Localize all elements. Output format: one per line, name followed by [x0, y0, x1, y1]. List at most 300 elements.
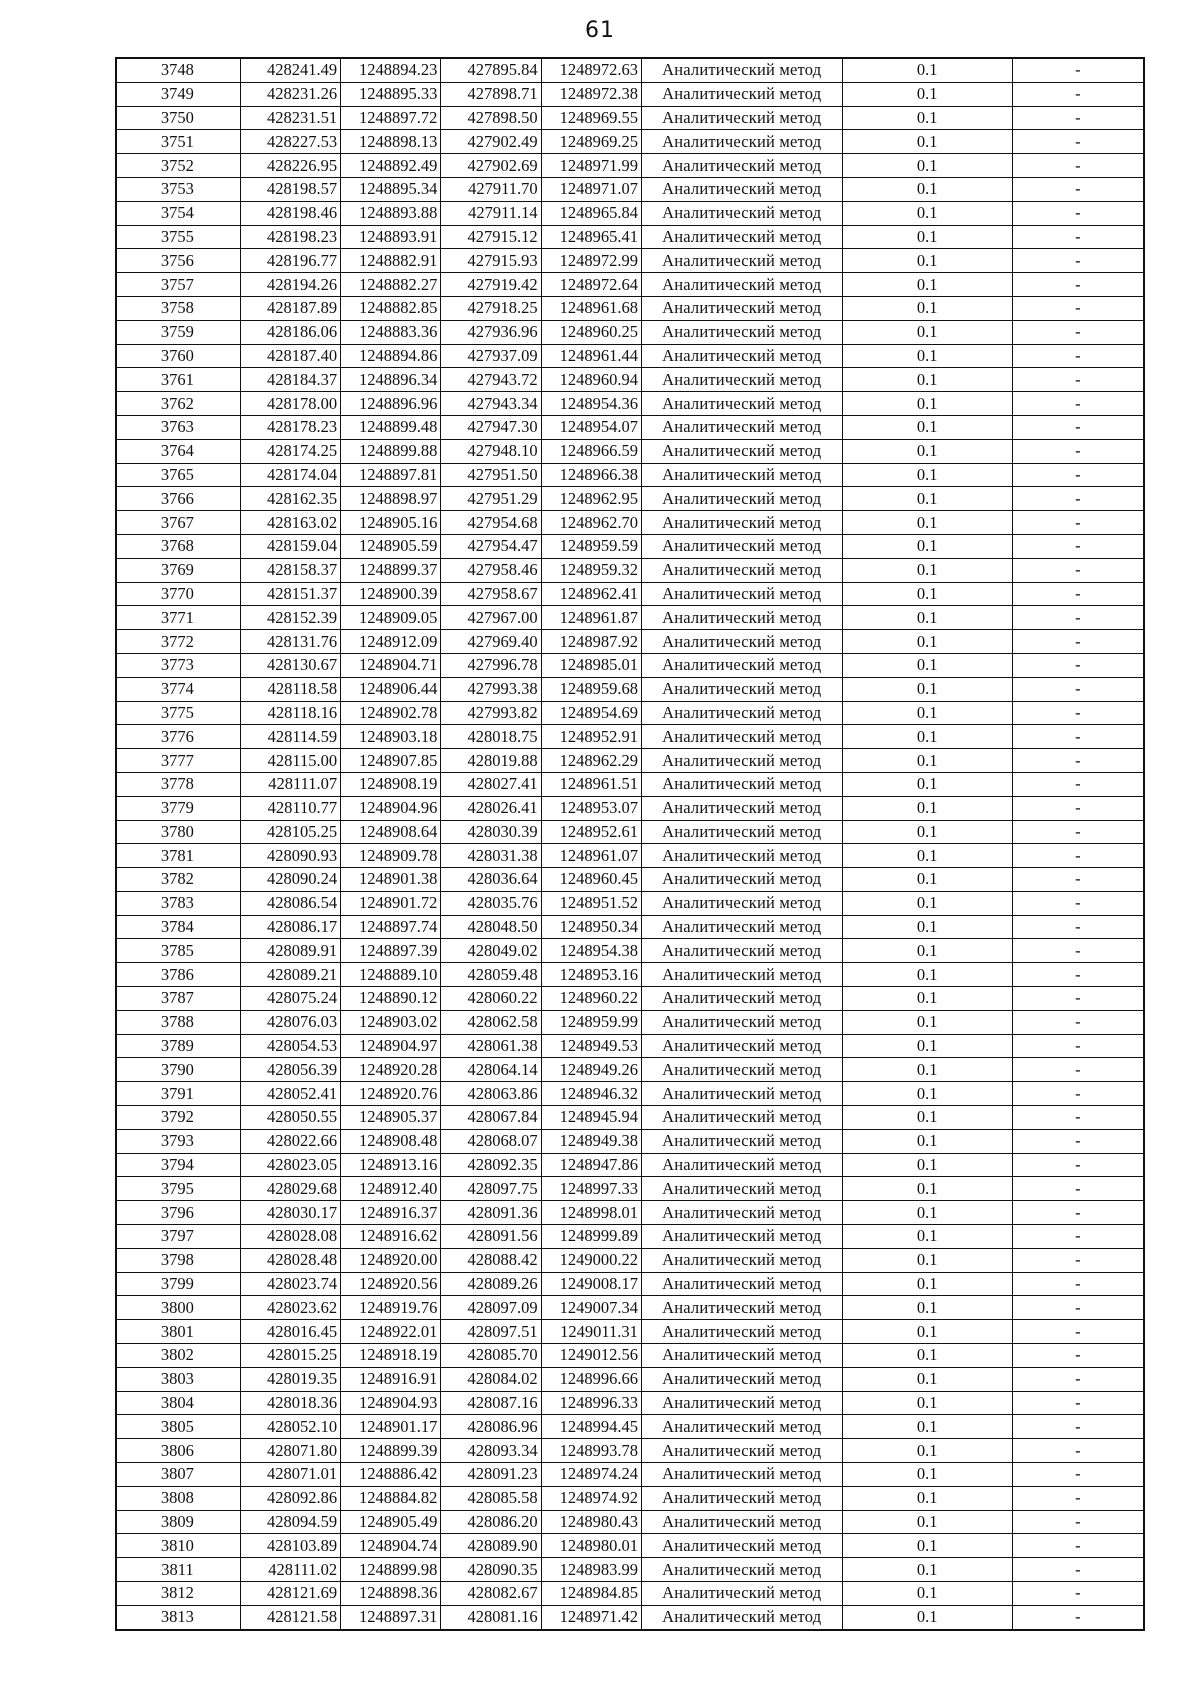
- x-coordinate-cell: 428018.36: [240, 1391, 340, 1415]
- x-coordinate-cell: 428121.58: [240, 1605, 340, 1629]
- y2-coordinate-cell: 1248971.07: [541, 177, 641, 201]
- accuracy-cell: 0.1: [842, 1177, 1012, 1201]
- y-coordinate-cell: 1248897.74: [341, 915, 441, 939]
- x2-coordinate-cell: 427943.34: [441, 392, 541, 416]
- y-coordinate-cell: 1248913.16: [341, 1153, 441, 1177]
- accuracy-cell: 0.1: [842, 1415, 1012, 1439]
- y-coordinate-cell: 1248906.44: [341, 677, 441, 701]
- x2-coordinate-cell: 428084.02: [441, 1367, 541, 1391]
- y-coordinate-cell: 1248904.74: [341, 1534, 441, 1558]
- note-cell: -: [1012, 225, 1144, 249]
- table-row: [116, 1486, 1144, 1510]
- point-number-cell: 3797: [116, 1225, 240, 1249]
- table-row: [116, 225, 1144, 249]
- y2-coordinate-cell: 1248984.85: [541, 1582, 641, 1606]
- point-number-cell: 3784: [116, 915, 240, 939]
- y-coordinate-cell: 1248920.56: [341, 1272, 441, 1296]
- y-coordinate-cell: 1248905.16: [341, 511, 441, 535]
- x2-coordinate-cell: 428086.20: [441, 1510, 541, 1534]
- y2-coordinate-cell: 1248959.59: [541, 534, 641, 558]
- table-row: [116, 1082, 1144, 1106]
- coordinates-table: [115, 57, 1145, 1631]
- y-coordinate-cell: 1248904.97: [341, 1034, 441, 1058]
- accuracy-cell: 0.1: [842, 225, 1012, 249]
- method-cell: Аналитический метод: [641, 1058, 842, 1082]
- x2-coordinate-cell: 428061.38: [441, 1034, 541, 1058]
- note-cell: -: [1012, 368, 1144, 392]
- table-row: [116, 1510, 1144, 1534]
- point-number-cell: 3811: [116, 1558, 240, 1582]
- x2-coordinate-cell: 427915.12: [441, 225, 541, 249]
- y2-coordinate-cell: 1248969.55: [541, 106, 641, 130]
- table-row: [116, 154, 1144, 178]
- x-coordinate-cell: 428090.24: [240, 868, 340, 892]
- y2-coordinate-cell: 1248962.95: [541, 487, 641, 511]
- y2-coordinate-cell: 1248969.25: [541, 130, 641, 154]
- note-cell: -: [1012, 1415, 1144, 1439]
- table-row: [116, 511, 1144, 535]
- x2-coordinate-cell: 428097.51: [441, 1320, 541, 1344]
- method-cell: Аналитический метод: [641, 772, 842, 796]
- note-cell: -: [1012, 487, 1144, 511]
- x2-coordinate-cell: 428081.16: [441, 1605, 541, 1629]
- table-row: [116, 463, 1144, 487]
- table-row: [116, 606, 1144, 630]
- point-number-cell: 3760: [116, 344, 240, 368]
- y-coordinate-cell: 1248916.91: [341, 1367, 441, 1391]
- note-cell: -: [1012, 963, 1144, 987]
- y2-coordinate-cell: 1248960.25: [541, 320, 641, 344]
- x-coordinate-cell: 428086.17: [240, 915, 340, 939]
- table-row: [116, 1201, 1144, 1225]
- x-coordinate-cell: 428052.41: [240, 1082, 340, 1106]
- accuracy-cell: 0.1: [842, 749, 1012, 773]
- point-number-cell: 3777: [116, 749, 240, 773]
- accuracy-cell: 0.1: [842, 201, 1012, 225]
- method-cell: Аналитический метод: [641, 487, 842, 511]
- point-number-cell: 3790: [116, 1058, 240, 1082]
- y-coordinate-cell: 1248884.82: [341, 1486, 441, 1510]
- y-coordinate-cell: 1248899.39: [341, 1439, 441, 1463]
- x-coordinate-cell: 428023.62: [240, 1296, 340, 1320]
- x-coordinate-cell: 428092.86: [240, 1486, 340, 1510]
- y2-coordinate-cell: 1249012.56: [541, 1344, 641, 1368]
- note-cell: -: [1012, 725, 1144, 749]
- y2-coordinate-cell: 1248961.68: [541, 296, 641, 320]
- point-number-cell: 3792: [116, 1106, 240, 1130]
- y-coordinate-cell: 1248893.88: [341, 201, 441, 225]
- x-coordinate-cell: 428186.06: [240, 320, 340, 344]
- x-coordinate-cell: 428187.40: [240, 344, 340, 368]
- accuracy-cell: 0.1: [842, 1558, 1012, 1582]
- note-cell: -: [1012, 1058, 1144, 1082]
- x-coordinate-cell: 428052.10: [240, 1415, 340, 1439]
- method-cell: Аналитический метод: [641, 844, 842, 868]
- accuracy-cell: 0.1: [842, 273, 1012, 297]
- x2-coordinate-cell: 427951.50: [441, 463, 541, 487]
- y-coordinate-cell: 1248894.23: [341, 58, 441, 82]
- x2-coordinate-cell: 428086.96: [441, 1415, 541, 1439]
- accuracy-cell: 0.1: [842, 1486, 1012, 1510]
- note-cell: -: [1012, 1486, 1144, 1510]
- y-coordinate-cell: 1248903.18: [341, 725, 441, 749]
- y-coordinate-cell: 1248922.01: [341, 1320, 441, 1344]
- x2-coordinate-cell: 428097.75: [441, 1177, 541, 1201]
- y-coordinate-cell: 1248882.27: [341, 273, 441, 297]
- x2-coordinate-cell: 427951.29: [441, 487, 541, 511]
- point-number-cell: 3780: [116, 820, 240, 844]
- point-number-cell: 3791: [116, 1082, 240, 1106]
- x-coordinate-cell: 428198.46: [240, 201, 340, 225]
- x-coordinate-cell: 428023.74: [240, 1272, 340, 1296]
- accuracy-cell: 0.1: [842, 915, 1012, 939]
- x-coordinate-cell: 428178.23: [240, 415, 340, 439]
- y-coordinate-cell: 1248916.62: [341, 1225, 441, 1249]
- note-cell: -: [1012, 1272, 1144, 1296]
- point-number-cell: 3764: [116, 439, 240, 463]
- x-coordinate-cell: 428028.08: [240, 1225, 340, 1249]
- y2-coordinate-cell: 1248993.78: [541, 1439, 641, 1463]
- x2-coordinate-cell: 428092.35: [441, 1153, 541, 1177]
- accuracy-cell: 0.1: [842, 606, 1012, 630]
- method-cell: Аналитический метод: [641, 1391, 842, 1415]
- y-coordinate-cell: 1248886.42: [341, 1463, 441, 1487]
- accuracy-cell: 0.1: [842, 653, 1012, 677]
- accuracy-cell: 0.1: [842, 725, 1012, 749]
- method-cell: Аналитический метод: [641, 891, 842, 915]
- table-row: [116, 1248, 1144, 1272]
- y-coordinate-cell: 1248908.19: [341, 772, 441, 796]
- x-coordinate-cell: 428174.04: [240, 463, 340, 487]
- method-cell: Аналитический метод: [641, 1225, 842, 1249]
- method-cell: Аналитический метод: [641, 653, 842, 677]
- y-coordinate-cell: 1248920.76: [341, 1082, 441, 1106]
- x-coordinate-cell: 428151.37: [240, 582, 340, 606]
- note-cell: -: [1012, 1296, 1144, 1320]
- x2-coordinate-cell: 427915.93: [441, 249, 541, 273]
- point-number-cell: 3762: [116, 392, 240, 416]
- x-coordinate-cell: 428178.00: [240, 392, 340, 416]
- x2-coordinate-cell: 427967.00: [441, 606, 541, 630]
- point-number-cell: 3810: [116, 1534, 240, 1558]
- table-row: [116, 939, 1144, 963]
- table-body: [116, 58, 1144, 1630]
- y2-coordinate-cell: 1248962.29: [541, 749, 641, 773]
- x2-coordinate-cell: 428088.42: [441, 1248, 541, 1272]
- y2-coordinate-cell: 1248985.01: [541, 653, 641, 677]
- x2-coordinate-cell: 427919.42: [441, 273, 541, 297]
- accuracy-cell: 0.1: [842, 796, 1012, 820]
- point-number-cell: 3770: [116, 582, 240, 606]
- table-row: [116, 1367, 1144, 1391]
- point-number-cell: 3787: [116, 987, 240, 1011]
- x-coordinate-cell: 428090.93: [240, 844, 340, 868]
- x-coordinate-cell: 428016.45: [240, 1320, 340, 1344]
- y2-coordinate-cell: 1248954.69: [541, 701, 641, 725]
- table-row: [116, 273, 1144, 297]
- accuracy-cell: 0.1: [842, 820, 1012, 844]
- table-row: [116, 439, 1144, 463]
- point-number-cell: 3802: [116, 1344, 240, 1368]
- note-cell: -: [1012, 1034, 1144, 1058]
- y-coordinate-cell: 1248890.12: [341, 987, 441, 1011]
- table-row: [116, 749, 1144, 773]
- note-cell: -: [1012, 1320, 1144, 1344]
- y-coordinate-cell: 1248896.34: [341, 368, 441, 392]
- y2-coordinate-cell: 1248954.07: [541, 415, 641, 439]
- y2-coordinate-cell: 1248949.38: [541, 1129, 641, 1153]
- accuracy-cell: 0.1: [842, 1034, 1012, 1058]
- y-coordinate-cell: 1248908.48: [341, 1129, 441, 1153]
- note-cell: -: [1012, 653, 1144, 677]
- y2-coordinate-cell: 1248971.99: [541, 154, 641, 178]
- x2-coordinate-cell: 428060.22: [441, 987, 541, 1011]
- accuracy-cell: 0.1: [842, 844, 1012, 868]
- accuracy-cell: 0.1: [842, 296, 1012, 320]
- accuracy-cell: 0.1: [842, 1367, 1012, 1391]
- note-cell: -: [1012, 1391, 1144, 1415]
- accuracy-cell: 0.1: [842, 772, 1012, 796]
- y-coordinate-cell: 1248899.37: [341, 558, 441, 582]
- x2-coordinate-cell: 428082.67: [441, 1582, 541, 1606]
- table-row: [116, 725, 1144, 749]
- note-cell: -: [1012, 749, 1144, 773]
- method-cell: Аналитический метод: [641, 1344, 842, 1368]
- y2-coordinate-cell: 1248952.91: [541, 725, 641, 749]
- point-number-cell: 3812: [116, 1582, 240, 1606]
- y2-coordinate-cell: 1248947.86: [541, 1153, 641, 1177]
- table-row: [116, 1034, 1144, 1058]
- method-cell: Аналитический метод: [641, 1296, 842, 1320]
- method-cell: Аналитический метод: [641, 463, 842, 487]
- x2-coordinate-cell: 427958.67: [441, 582, 541, 606]
- accuracy-cell: 0.1: [842, 1058, 1012, 1082]
- x-coordinate-cell: 428194.26: [240, 273, 340, 297]
- method-cell: Аналитический метод: [641, 415, 842, 439]
- x2-coordinate-cell: 427936.96: [441, 320, 541, 344]
- point-number-cell: 3783: [116, 891, 240, 915]
- y2-coordinate-cell: 1248945.94: [541, 1106, 641, 1130]
- accuracy-cell: 0.1: [842, 392, 1012, 416]
- table-row: [116, 1582, 1144, 1606]
- note-cell: -: [1012, 796, 1144, 820]
- x2-coordinate-cell: 427993.82: [441, 701, 541, 725]
- y2-coordinate-cell: 1248962.41: [541, 582, 641, 606]
- accuracy-cell: 0.1: [842, 1296, 1012, 1320]
- table-row: [116, 1320, 1144, 1344]
- y2-coordinate-cell: 1248998.01: [541, 1201, 641, 1225]
- table-row: [116, 820, 1144, 844]
- method-cell: Аналитический метод: [641, 1486, 842, 1510]
- y-coordinate-cell: 1248904.93: [341, 1391, 441, 1415]
- x-coordinate-cell: 428111.02: [240, 1558, 340, 1582]
- x-coordinate-cell: 428198.57: [240, 177, 340, 201]
- y2-coordinate-cell: 1248951.52: [541, 891, 641, 915]
- method-cell: Аналитический метод: [641, 534, 842, 558]
- point-number-cell: 3800: [116, 1296, 240, 1320]
- accuracy-cell: 0.1: [842, 1248, 1012, 1272]
- point-number-cell: 3807: [116, 1463, 240, 1487]
- table-row: [116, 1415, 1144, 1439]
- y-coordinate-cell: 1248909.05: [341, 606, 441, 630]
- accuracy-cell: 0.1: [842, 82, 1012, 106]
- accuracy-cell: 0.1: [842, 1391, 1012, 1415]
- y-coordinate-cell: 1248901.72: [341, 891, 441, 915]
- y2-coordinate-cell: 1248959.32: [541, 558, 641, 582]
- method-cell: Аналитический метод: [641, 1582, 842, 1606]
- method-cell: Аналитический метод: [641, 1153, 842, 1177]
- accuracy-cell: 0.1: [842, 106, 1012, 130]
- accuracy-cell: 0.1: [842, 154, 1012, 178]
- accuracy-cell: 0.1: [842, 439, 1012, 463]
- table-row: [116, 106, 1144, 130]
- note-cell: -: [1012, 392, 1144, 416]
- accuracy-cell: 0.1: [842, 1153, 1012, 1177]
- y2-coordinate-cell: 1248972.63: [541, 58, 641, 82]
- y-coordinate-cell: 1248920.28: [341, 1058, 441, 1082]
- method-cell: Аналитический метод: [641, 154, 842, 178]
- x-coordinate-cell: 428089.91: [240, 939, 340, 963]
- x-coordinate-cell: 428231.51: [240, 106, 340, 130]
- note-cell: -: [1012, 1510, 1144, 1534]
- note-cell: -: [1012, 1605, 1144, 1629]
- y2-coordinate-cell: 1248960.22: [541, 987, 641, 1011]
- method-cell: Аналитический метод: [641, 58, 842, 82]
- table-row: [116, 772, 1144, 796]
- method-cell: Аналитический метод: [641, 1010, 842, 1034]
- method-cell: Аналитический метод: [641, 1248, 842, 1272]
- note-cell: -: [1012, 463, 1144, 487]
- y2-coordinate-cell: 1248974.92: [541, 1486, 641, 1510]
- table-row: [116, 1534, 1144, 1558]
- y2-coordinate-cell: 1248987.92: [541, 630, 641, 654]
- point-number-cell: 3773: [116, 653, 240, 677]
- accuracy-cell: 0.1: [842, 630, 1012, 654]
- method-cell: Аналитический метод: [641, 1177, 842, 1201]
- point-number-cell: 3749: [116, 82, 240, 106]
- y-coordinate-cell: 1248916.37: [341, 1201, 441, 1225]
- accuracy-cell: 0.1: [842, 963, 1012, 987]
- method-cell: Аналитический метод: [641, 225, 842, 249]
- note-cell: -: [1012, 1153, 1144, 1177]
- method-cell: Аналитический метод: [641, 201, 842, 225]
- y2-coordinate-cell: 1249000.22: [541, 1248, 641, 1272]
- method-cell: Аналитический метод: [641, 1415, 842, 1439]
- note-cell: -: [1012, 820, 1144, 844]
- note-cell: -: [1012, 891, 1144, 915]
- x2-coordinate-cell: 427902.69: [441, 154, 541, 178]
- x2-coordinate-cell: 428090.35: [441, 1558, 541, 1582]
- method-cell: Аналитический метод: [641, 1106, 842, 1130]
- table-row: [116, 130, 1144, 154]
- table-row: [116, 249, 1144, 273]
- x-coordinate-cell: 428121.69: [240, 1582, 340, 1606]
- table-row: [116, 1177, 1144, 1201]
- accuracy-cell: 0.1: [842, 558, 1012, 582]
- accuracy-cell: 0.1: [842, 868, 1012, 892]
- x-coordinate-cell: 428094.59: [240, 1510, 340, 1534]
- x2-coordinate-cell: 427898.50: [441, 106, 541, 130]
- accuracy-cell: 0.1: [842, 1344, 1012, 1368]
- y2-coordinate-cell: 1248960.45: [541, 868, 641, 892]
- y2-coordinate-cell: 1248952.61: [541, 820, 641, 844]
- y2-coordinate-cell: 1248999.89: [541, 1225, 641, 1249]
- note-cell: -: [1012, 606, 1144, 630]
- y-coordinate-cell: 1248889.10: [341, 963, 441, 987]
- accuracy-cell: 0.1: [842, 1272, 1012, 1296]
- method-cell: Аналитический метод: [641, 677, 842, 701]
- accuracy-cell: 0.1: [842, 1201, 1012, 1225]
- x2-coordinate-cell: 427898.71: [441, 82, 541, 106]
- accuracy-cell: 0.1: [842, 1534, 1012, 1558]
- point-number-cell: 3808: [116, 1486, 240, 1510]
- accuracy-cell: 0.1: [842, 677, 1012, 701]
- accuracy-cell: 0.1: [842, 534, 1012, 558]
- note-cell: -: [1012, 106, 1144, 130]
- method-cell: Аналитический метод: [641, 796, 842, 820]
- x2-coordinate-cell: 427993.38: [441, 677, 541, 701]
- note-cell: -: [1012, 582, 1144, 606]
- x-coordinate-cell: 428111.07: [240, 772, 340, 796]
- y-coordinate-cell: 1248904.71: [341, 653, 441, 677]
- note-cell: -: [1012, 415, 1144, 439]
- x-coordinate-cell: 428105.25: [240, 820, 340, 844]
- method-cell: Аналитический метод: [641, 630, 842, 654]
- x-coordinate-cell: 428196.77: [240, 249, 340, 273]
- x-coordinate-cell: 428089.21: [240, 963, 340, 987]
- x-coordinate-cell: 428226.95: [240, 154, 340, 178]
- point-number-cell: 3804: [116, 1391, 240, 1415]
- x2-coordinate-cell: 428019.88: [441, 749, 541, 773]
- method-cell: Аналитический метод: [641, 82, 842, 106]
- table-row: [116, 534, 1144, 558]
- table-row: [116, 1391, 1144, 1415]
- x2-coordinate-cell: 428018.75: [441, 725, 541, 749]
- table-row: [116, 487, 1144, 511]
- y2-coordinate-cell: 1249011.31: [541, 1320, 641, 1344]
- x2-coordinate-cell: 428048.50: [441, 915, 541, 939]
- method-cell: Аналитический метод: [641, 1558, 842, 1582]
- method-cell: Аналитический метод: [641, 1034, 842, 1058]
- accuracy-cell: 0.1: [842, 463, 1012, 487]
- x-coordinate-cell: 428162.35: [240, 487, 340, 511]
- y-coordinate-cell: 1248905.37: [341, 1106, 441, 1130]
- table-row: [116, 1106, 1144, 1130]
- y-coordinate-cell: 1248905.49: [341, 1510, 441, 1534]
- y-coordinate-cell: 1248908.64: [341, 820, 441, 844]
- point-number-cell: 3794: [116, 1153, 240, 1177]
- y-coordinate-cell: 1248909.78: [341, 844, 441, 868]
- accuracy-cell: 0.1: [842, 987, 1012, 1011]
- page-number: 61: [585, 18, 615, 43]
- note-cell: -: [1012, 344, 1144, 368]
- note-cell: -: [1012, 201, 1144, 225]
- method-cell: Аналитический метод: [641, 868, 842, 892]
- point-number-cell: 3788: [116, 1010, 240, 1034]
- point-number-cell: 3750: [116, 106, 240, 130]
- x2-coordinate-cell: 428027.41: [441, 772, 541, 796]
- point-number-cell: 3752: [116, 154, 240, 178]
- accuracy-cell: 0.1: [842, 701, 1012, 725]
- y-coordinate-cell: 1248895.34: [341, 177, 441, 201]
- point-number-cell: 3789: [116, 1034, 240, 1058]
- note-cell: -: [1012, 1106, 1144, 1130]
- method-cell: Аналитический метод: [641, 1510, 842, 1534]
- table-row: [116, 868, 1144, 892]
- point-number-cell: 3758: [116, 296, 240, 320]
- x2-coordinate-cell: 427996.78: [441, 653, 541, 677]
- accuracy-cell: 0.1: [842, 511, 1012, 535]
